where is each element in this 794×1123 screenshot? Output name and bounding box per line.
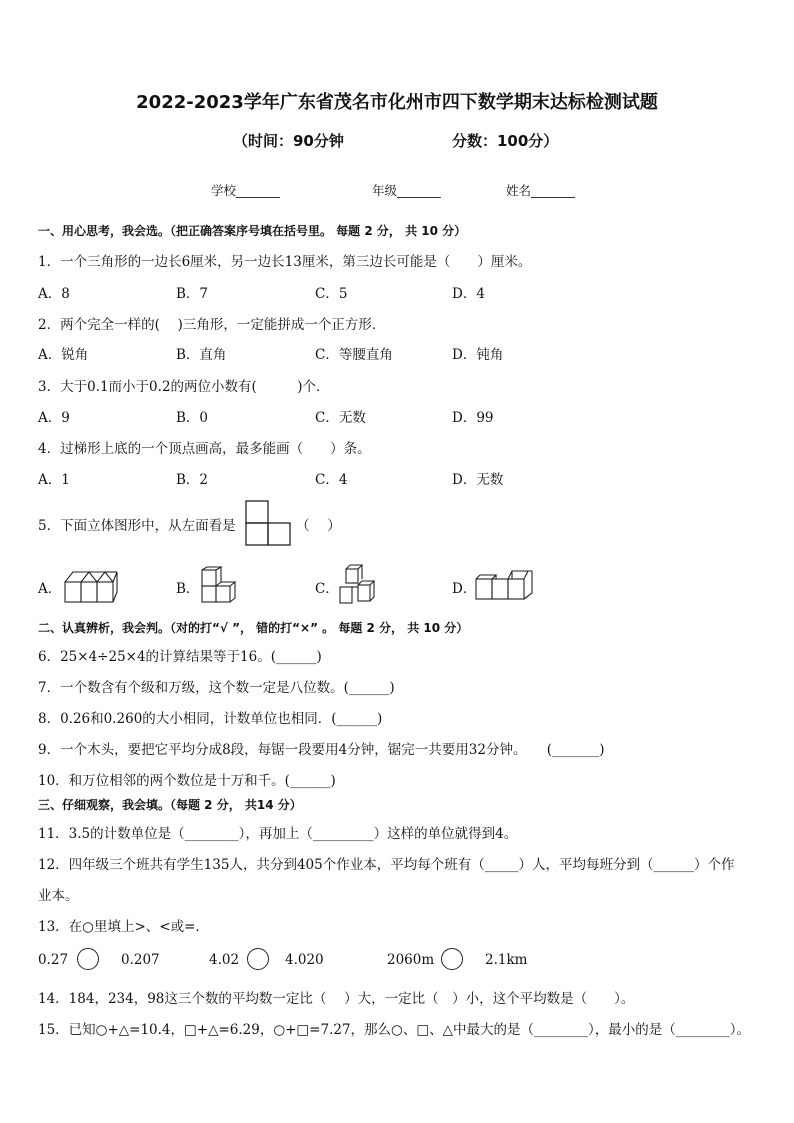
question-2: 2．两个完全一样的( )三角形，一定能拼成一个正方形． bbox=[38, 317, 386, 333]
page-title: 2022-2023学年广东省茂名市化州市四下数学期末达标检测试题 bbox=[136, 92, 658, 113]
q13-a-left: 0.27 bbox=[38, 952, 69, 968]
question-1: 1．一个三角形的一边长6厘米，另一边长13厘米，第三边长可能是（ ）厘米。 bbox=[38, 254, 532, 270]
q5-option-b: B． bbox=[176, 581, 200, 597]
exam-score: 分数：100分） bbox=[452, 132, 559, 150]
question-3: 3．大于0.1而小于0.2的两位小数有( )个． bbox=[38, 379, 330, 395]
question-10: 10．和万位相邻的两个数位是十万和千。(______) bbox=[38, 773, 336, 789]
question-11: 11．3.5的计数单位是（________），再加上（_________）这样的单位就得到4。 bbox=[38, 826, 518, 842]
question-15: 15．已知○+△=10.4，□+△=6.29，○+□=7.27，那么○、□、△中最大的是（________），最小的是（________）。 bbox=[38, 1022, 750, 1038]
q1-option-d: D．4 bbox=[452, 286, 485, 302]
cube-figure-d-icon bbox=[474, 569, 536, 603]
q3-option-b: B．0 bbox=[176, 410, 209, 426]
cube-figure-c-icon bbox=[336, 563, 380, 607]
school-field: 学校_______ bbox=[211, 183, 280, 198]
q3-option-a: A．9 bbox=[38, 410, 70, 426]
exam-time: （时间：90分钟 bbox=[233, 132, 344, 150]
left-view-figure bbox=[245, 500, 291, 546]
q13-b-right: 4.020 bbox=[285, 952, 324, 968]
cube-figure-b-icon bbox=[199, 566, 241, 606]
q3-option-d: D．99 bbox=[452, 410, 494, 426]
question-12-line-2: 业本。 bbox=[38, 888, 79, 904]
question-5: 5．下面立体图形中，从左面看是 bbox=[38, 518, 236, 534]
question-8: 8．0.26和0.260的大小相同，计数单位也相同．(______) bbox=[38, 711, 383, 727]
q4-option-b: B．2 bbox=[176, 472, 209, 488]
section-3-heading: 三、仔细观察，我会填。（每题 2 分， 共14 分） bbox=[38, 798, 302, 812]
question-13: 13．在○里填上>、<或=． bbox=[38, 919, 209, 935]
section-1-heading: 一、用心思考，我会选。（把正确答案序号填在括号里。 每题 2 分， 共 10 分） bbox=[38, 224, 467, 238]
cube-figure-a-icon bbox=[63, 566, 119, 606]
q1-option-c: C．5 bbox=[315, 286, 348, 302]
q3-option-c: C．无数 bbox=[315, 410, 366, 426]
name-field: 姓名_______ bbox=[506, 183, 575, 198]
q5-answer-blank: （ ） bbox=[296, 518, 341, 534]
q1-option-a: A．8 bbox=[38, 286, 70, 302]
q5-option-d: D． bbox=[452, 581, 477, 597]
q13-a-right: 0.207 bbox=[121, 952, 160, 968]
q13-b-left: 4.02 bbox=[209, 952, 240, 968]
q2-option-b: B．直角 bbox=[176, 347, 227, 363]
question-12-line-1: 12．四年级三个班共有学生135人，共分到405个作业本，平均每个班有（_____）人，平均每班分到（______）个作 bbox=[38, 857, 735, 873]
q2-option-a: A．锐角 bbox=[38, 347, 89, 363]
q13-c-right: 2.1km bbox=[485, 952, 528, 968]
section-2-heading: 二、认真辨析，我会判。（对的打“√ ”， 错的打“×” 。 每题 2 分， 共 10 分） bbox=[38, 621, 469, 635]
q13-c-circle[interactable] bbox=[441, 948, 463, 970]
question-9: 9．一个木头，要把它平均分成8段，每锯一段要用4分钟，锯完一共要用32分钟。 (_______) bbox=[38, 742, 605, 758]
question-7: 7．一个数含有个级和万级，这个数一定是八位数。(______) bbox=[38, 680, 395, 696]
q5-option-c: C． bbox=[315, 581, 339, 597]
q5-option-a: A． bbox=[38, 581, 62, 597]
question-6: 6．25×4÷25×4的计算结果等于16。(______) bbox=[38, 649, 322, 665]
question-14: 14．184，234，98这三个数的平均数一定比（ ）大，一定比（ ）小，这个平均数是（ ）。 bbox=[38, 991, 635, 1007]
grade-field: 年级_______ bbox=[372, 183, 441, 198]
q13-b-circle[interactable] bbox=[247, 948, 269, 970]
q2-option-c: C．等腰直角 bbox=[315, 347, 393, 363]
question-4: 4．过梯形上底的一个顶点画高，最多能画（ ）条。 bbox=[38, 441, 371, 457]
q4-option-d: D．无数 bbox=[452, 472, 504, 488]
q4-option-c: C．4 bbox=[315, 472, 348, 488]
q4-option-a: A．1 bbox=[38, 472, 70, 488]
q13-c-left: 2060m bbox=[387, 952, 435, 968]
q1-option-b: B．7 bbox=[176, 286, 209, 302]
q2-option-d: D．钝角 bbox=[452, 347, 504, 363]
q13-a-circle[interactable] bbox=[77, 948, 99, 970]
